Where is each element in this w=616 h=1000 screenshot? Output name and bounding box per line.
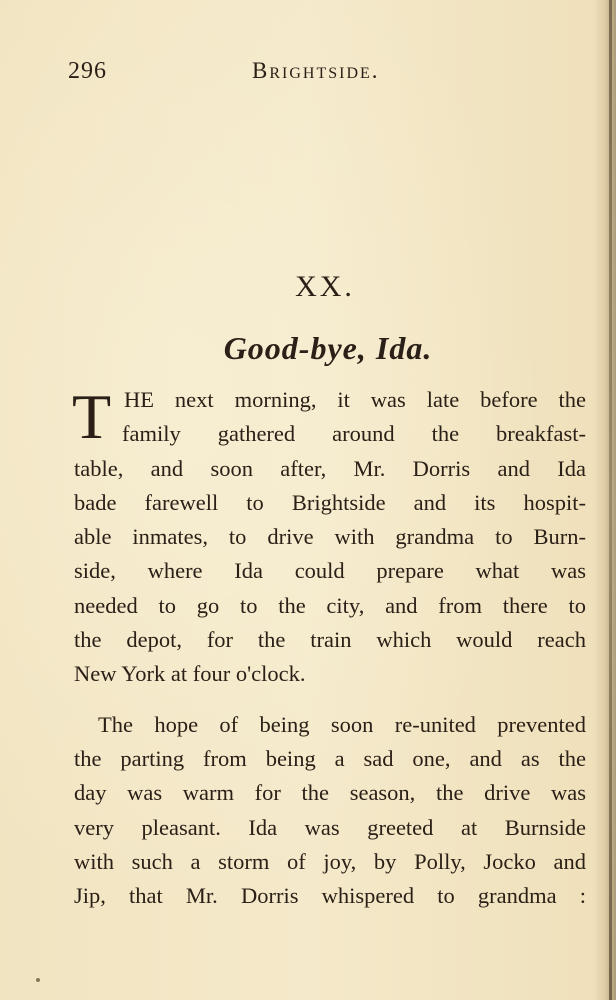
text-line: bade farewell to Brightside and its hospit- [74,489,586,515]
chapter-number: XX. [295,270,355,303]
paragraph-1 [74,383,586,692]
text-line: family gathered around the breakfast- [122,421,586,447]
page-edge-line [609,0,612,1000]
running-head: Brightside. [252,58,380,83]
text-line: with such a storm of joy, by Polly, Jocko and [74,848,586,874]
paragraph-2 [74,708,586,914]
text-line: able inmates, to drive with grandma to Burn- [74,524,586,550]
page-speck [36,978,40,982]
text-line: New York at four o'clock. [74,661,306,687]
drop-cap: T [72,381,112,452]
text-line: Jip, that Mr. Dorris whispered to grandma : [74,883,586,909]
body-text [74,383,586,913]
text-line: table, and soon after, Mr. Dorris and Ida [74,455,586,481]
text-line: The hope of being soon re-united prevented [98,711,586,737]
text-line: the depot, for the train which would reach [74,627,586,653]
page-edge-shadow [594,0,616,1000]
chapter-title: Good-bye, Ida. [223,330,433,366]
text-line: side, where Ida could prepare what was [74,558,586,584]
text-line: day was warm for the season, the drive was [74,780,586,806]
text-line: very pleasant. Ida was greeted at Burnside [74,814,586,840]
text-line: the parting from being a sad one, and as the [74,745,586,771]
text-line: HE next morning, it was late before the [124,387,586,412]
page-header [68,58,588,88]
text-line: needed to go to the city, and from there to [74,592,586,618]
page-number: 296 [68,58,107,84]
